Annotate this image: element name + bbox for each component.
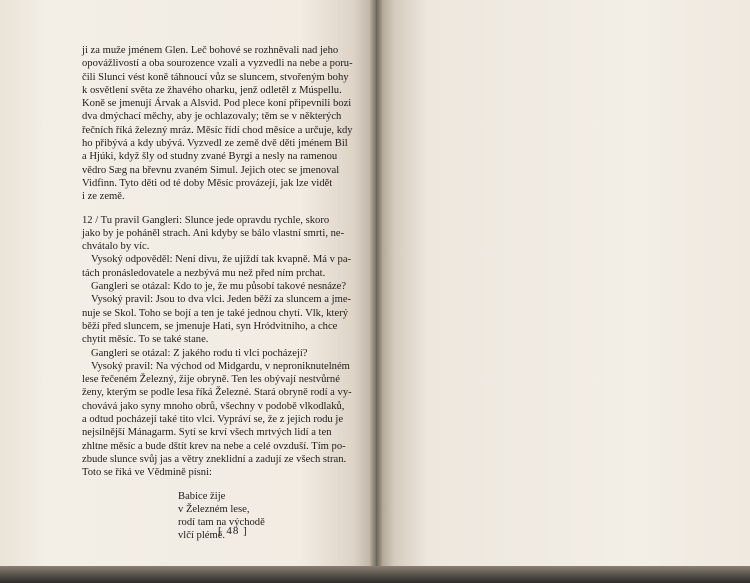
text-line: Vysoký pravil: Jsou to dva vlci. Jeden běží za sluncem a jme- [91,294,352,306]
text-line: Gangleri se otázal: Z jakého rodu ti vlci pocházejí? [91,347,308,359]
text-line: řečních říká železný mráz. Měsíc řídí chod měsíce a určuje, kdy [82,124,353,136]
text-line: běží před sluncem, se jmenuje Hati, syn Hródvitniho, a chce [82,320,338,332]
text-line: ho přibývá a kdy ubývá. Vyzvedl ze země dvě děti jménem Bil [82,138,348,150]
text-line: Vidfinn. Tyto děti od té doby Měsíc provázejí, jak lze vidět [82,177,333,189]
text-line: ji za muže jménem Glen. Leč bohové se rozhněvali nad jeho [82,45,339,56]
text-line: jako by je poháněl strach. Ani kdyby se bálo vlastní smrti, ne- [82,227,345,239]
text-line: zhltne měsíc a bude dštít krev na nebe a celé ovzduší. Tím po- [82,440,346,452]
right-page [376,0,750,568]
paragraph-glen [82,44,364,204]
text-line: ženy, kterým se podle lesa říká Železné. Stará obryně rodí a vy- [82,387,352,399]
text-line: Toto se říká ve Vědmině písni: [82,467,212,479]
text-line: lese řečeném Železný, žije obryně. Ten les obývají nestvůrné [82,374,340,386]
text-line: zbude slunce svůj jas a větry zneklidní a zadují ze všech stran. [82,453,347,465]
book-gutter [370,0,382,568]
text-line: chovává jako syny mnoho obrů, všechny v podobě vlkodlaků, [82,400,345,412]
section-12 [82,214,364,480]
text-line: vědro Sæg na břevnu zvaném Simul. Jejich otec se jmenoval [82,164,340,176]
page-number: [ 48 ] [218,525,248,537]
text-line: Koně se jmenují Árvak a Alsvid. Pod plece koní připevnili bozi [82,98,352,110]
text-line: nuje se Skol. Toho se bojí a ten je také jednou chytí. Vlk, který [82,307,349,319]
text-line: a Hjúki, když šly od studny zvané Byrgi a nesly na ramenou [82,151,338,163]
text-line: Vysoký odpověděl: Není divu, že ujíždí tak kvapně. Má v pa- [91,254,352,266]
verse-line: rodí tam na východě [178,517,265,529]
text-line: a odtud pocházejí také tito vlci. Vypráví se, že z jejich rodu je [82,414,344,426]
verse-line: Babice žije [178,490,226,502]
verse-line: v Železném lese, [178,503,250,515]
text-line: opovážlivostí a oba sourozence vzali a vyzvedli na nebe a poru- [82,58,353,70]
left-page [0,0,376,568]
section-heading-line: 12 / Tu pravil Gangleri: Slunce jede opravdu rychle, skoro [82,214,330,226]
text-line: tách pronásledovatele a nezbývá mu než před ním prchat. [82,267,326,279]
text-line: čili Slunci vést koně táhnoucí vůz se sluncem, stvořeným bohy [82,71,349,83]
text-line: Gangleri se otázal: Kdo to je, že mu působí takové nesnáze? [91,281,347,293]
text-line: chvátalo by víc. [82,241,150,253]
verse-line: vlčí plémě. [178,530,226,542]
left-page-text [82,44,364,543]
text-line: k osvětlení světa ze žhavého oharku, jenž odletěl z Múspellu. [82,84,342,96]
text-line: Vysoký pravil: Na východ od Midgardu, v neproniknutelném [91,360,350,372]
text-line: chytit měsíc. To se také stane. [82,334,209,346]
text-line: dva dmýchací měchy, aby je ochlazovaly; těm se v některých [82,111,342,123]
book-bottom-edge [0,566,750,583]
text-line: i ze země. [82,191,125,203]
text-line: nejsilnější Mánagarm. Sytí se krví všech mrtvých lidí a ten [82,427,332,439]
